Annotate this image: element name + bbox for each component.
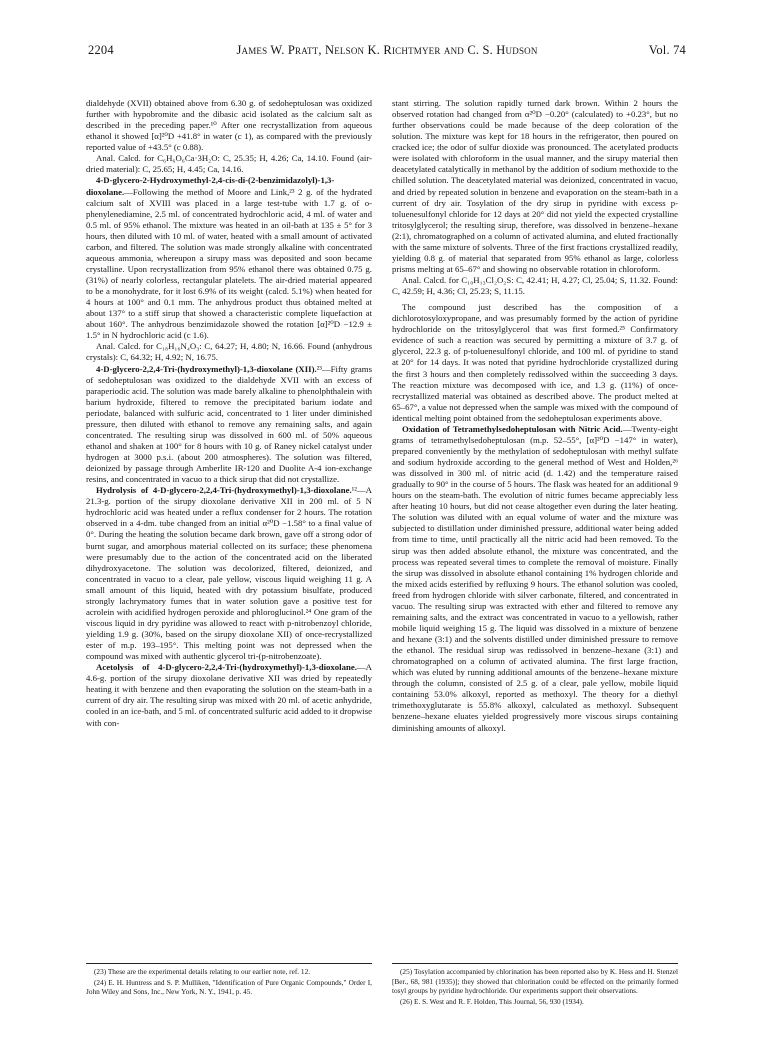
section-body: —Twenty-eight grams of tetramethylsedoheptulosan (m.p. 52–55°, [α]²⁰D −147° in water), prepared conveniently by the methylation of sedoheptulosan with methyl sulfate and sodium hydroxide according to the general method of West and Holden,²⁶ was dissolved in 300 ml. of nitric acid (d. 1.42) and the temperature raised gradually to 90° in the course of 5 hours. The flask was heated for an additional 9 hours on the steam-bath. The evolution of nitric fumes became appreciably less after heating 10 hours, but did not cease altogether even during the later heating. The solution was diluted with an equal volume of water and the mixture was subjected to distillation under diminished pressure, additional water being added from time to time, until practically all the nitric acid had been removed. To the sirup was then added absolute ethanol, the mixture was concentrated, and the process was repeated several times to complete the removal of moisture. Finally the sirup was dissolved in absolute ethanol containing 1% hydrogen chloride and the mixed acids esterified by refluxing 9 hours. The ethanol solution was cooled, freed from hydrogen chloride with silver carbonate, filtered, and concentrated in vacuo. The resulting sirup was extracted with ether and filtered to remove any remaining salts, and the extract was concentrated in vacuo to a yellowish, rather mobile liquid weighing 15 g. The liquid was dissolved in a mixture of benzene and hexane (3:1) and the solvents distilled under diminished pressure to remove the ethanol. The residual sirup was redissolved in benzene–hexane (3:1) and chromatographed on a column of activated alumina. The first large fraction, which was eluted by running additional amounts of the benzene–hexane mixture through the column, consisted of 2.5 g. of a clear, pale yellow, mobile liquid containing 53.0% alkoxyl, reported as methoxyl. The theory for a diethyl trimethoxyglutarate is 55.8% alkoxyl, calculated as methoxyl. Subsequent benzene–hexane eluates yielded progressively more viscous sirups containing diminishing amounts of alkoxyl. <box>392 423 678 733</box>
section-paragraph <box>86 175 372 341</box>
section-body: —Following the method of Moore and Link,²³ 2 g. of the hydrated calcium salt of XVIII was placed in a large test-tube with 1.7 g. of o-phenylenediamine, 2.5 ml. of concentrated hydrochloric acid, 4 ml. of water and 0.5 ml. of 95% ethanol. The mixture was heated in an oil-bath at 135 ± 5° for 3 hours, then diluted with 10 ml. of water, heated with a small amount of activated carbon, and filtered. The solution was made strongly alkaline with concentrated aqueous ammonia, whereupon a sirupy mass was deposited and soon became crystalline. Upon recrystallization from 95% ethanol there was obtained 0.75 g. (31%) of nearly colorless, rectangular platelets. The air-dried material appeared to be a monohydrate, for it lost 6.9% of its weight (calcd. 5.1%) when heated for 4 hours at 100° and 0.1 mm. The anhydrous product thus obtained melted at about 137° to a stiff sirup that showed a characteristic complete liquefaction at about 160°. The anhydrous benzimidazole showed the rotation [α]²⁰D −12.9 ± 1.5° in N hydrochloric acid (c 1.6). <box>86 186 372 341</box>
section-paragraph <box>86 364 372 486</box>
footnotes-left <box>86 967 372 998</box>
section-body: ²³—Fifty grams of sedoheptulosan was oxidized to the dialdehyde XVII with an excess of paraperiodic acid. The solution was made barely alkaline to phenolphthalein with barium hydroxide, filtered to remove the precipitated barium iodate and periodate, balanced with sulfuric acid, concentrated to 1 liter under diminished pressure, then diluted with ethanol to remove any remaining salts, and again concentrated. The resulting sirup was dissolved in 600 ml. of 50% aqueous ethanol and shaken at 100° for 8 hours with 10 g. of Raney nickel catalyst under hydrogen at 3000 p.s.i. (about 200 atmospheres). The solution was filtered, deionized by passage through Amberlite IR-120 and Duolite A-4 ion-exchange resins, and concentrated in vacuo to a thick sirup that did not crystallize. <box>86 363 372 485</box>
paragraph: stant stirring. The solution rapidly turned dark brown. Within 2 hours the observed rotation had changed from α²⁰D −0.20° (calculated) to +0.23°, but no further observations could be made because of the deep coloration of the solution. The mixture was kept for 18 hours in the refrigerator, then poured on cracked ice; the odor of sulfur dioxide was pronounced. The acetylated products were isolated with chloroform in the usual manner, and the sirupy material then deacetylated catalytically in methanol by the addition of sodium methoxide to the chilled solution. The deacetylated material was deionized, concentrated in vacuo, and dried by repeated solution in benzene and evaporation on the steam-bath in a current of dry air. Tosylation of the dry sirup in pyridine with excess p-toluenesulfonyl chloride for 12 days at 20° did not yield the expected crystalline tritosylglycerol; the resulting sirup, therefore, was dissolved in benzene–hexane (2:1), chromatographed on a column of activated alumina, and eluted fractionally with the same mixture of solvents. Three of the first fractions crystallized readily, yielding 0.8 g. of material that separated from 95% ethanol as large, colorless prisms melting at 65–67° and showing no observable rotation in chloroform. <box>392 98 678 274</box>
running-header <box>88 43 686 63</box>
left-column <box>86 98 372 729</box>
footnote-rule-right <box>392 963 678 964</box>
page-number: 2204 <box>88 43 114 57</box>
right-column <box>392 98 678 734</box>
section-body: —A 4.6-g. portion of the sirupy dioxolane derivative XII was dried by repeatedly heating it with benzene and then evaporating the solution on the steam-bath in a current of dry air. The resulting sirup was mixed with 20 ml. of acetic anhydride, cooled in an ice-bath, and 5 ml. of concentrated sulfuric acid added to it dropwise with con- <box>86 662 372 728</box>
section-heading: Acetolysis of 4-D-glycero-2,2,4-Tri-(hydroxymethyl)-1,3-dioxolane. <box>96 662 357 673</box>
section-paragraph <box>86 662 372 728</box>
section-heading: Oxidation of Tetramethylsedoheptulosan with Nitric Acid. <box>402 423 623 434</box>
footnote: (26) E. S. West and R. F. Holden, This Journal, 56, 930 (1934). <box>400 996 584 1006</box>
section-body: ¹²—A 21.3-g. portion of the sirupy dioxolane derivative XII in 200 ml. of 5 N hydrochloric acid was heated under a reflux condenser for 2 hours. The rotation observed in a 4-dm. tube changed from an initial α²⁰D −1.58° to a final value of 0°. During the heating the solution became dark brown, gave off a strong odor of burnt sugar, and amorphous material collected on its surface; these phenomena were presumably due to the action of the concentrated acid on the liberated dihydroxyacetone. The solution was decolorized, filtered, deionized, and concentrated in vacuo to a clear, pale yellow, viscous liquid weighing 11 g. A small amount of this liquid, heated with dry potassium bisulfate, produced strongly lachrymatory fumes that in water solution gave a positive test for acrolein with acidified hydrogen peroxide and phloroglucinol.²⁴ One gram of the viscous liquid in dry pyridine was allowed to react with p-nitrobenzoyl chloride, yielding 1.9 g. (30%, based on the sirupy dioxolane XII) of once-recrystallized ester of m.p. 193–195°. This melting point was not depressed when the compound was mixed with authentic glycerol tri-(p-nitrobenzoate). <box>86 485 372 662</box>
section-heading: 4-D-glycero-2-Hydroxymethyl-2,4-cis-di-(2-benzimidazolyl)-1,3-dioxolane. <box>86 175 335 197</box>
footnote: (24) E. H. Huntress and S. P. Mulliken, "Identification of Pure Organic Compounds," Order I, John Wiley and Sons, Inc., New York, N. Y., 1941, p. 45. <box>86 977 372 997</box>
paragraph: dialdehyde (XVII) obtained above from 6.30 g. of sedoheptulosan was oxidized further with hypobromite and the dibasic acid isolated as the calcium salt as described in the preceding paper.¹⁰ After one recrystallization from aqueous ethanol it showed [α]²⁰D +41.8° in water (c 1), as compared with the previously reported value of +43.5° (c 0.88). <box>86 98 372 153</box>
analysis-paragraph: Anal. Calcd. for C₆H₆O₆Ca·3H₂O: C, 25.35; H, 4.26; Ca, 14.10. Found (air-dried material): C, 25.65; H, 4.45; Ca, 14.16. <box>86 153 372 175</box>
footnote-rule-left <box>86 963 372 964</box>
section-paragraph <box>392 424 678 734</box>
section-heading: Hydrolysis of 4-D-glycero-2,2,4-Tri-(hydroxymethyl)-1,3-dioxolane. <box>96 485 352 496</box>
footnotes-right <box>392 967 678 1007</box>
analysis-paragraph: Anal. Calcd. for C₁₈H₁₆N₄O₃: C, 64.27; H, 4.80; N, 16.66. Found (anhydrous crystals): C, 64.32; H, 4.92; N, 16.75. <box>86 341 372 363</box>
footnote: (23) These are the experimental details relating to our earlier note, ref. 12. <box>94 967 311 976</box>
footnote: (25) Tosylation accompanied by chlorination has been reported also by K. Hess and H. Stenzel [Ber., 68, 981 (1935)]; they showed that chlorination could be effected on the primarily formed tosyl groups by pyridine hydrochloride. Our experiments support their observations. <box>392 967 678 996</box>
section-paragraph <box>86 485 372 662</box>
volume-label: Vol. 74 <box>648 43 686 57</box>
paragraph: The compound just described has the composition of a dichlorotosyloxypropane, and was presumably formed by the action of pyridine hydrochloride on the tritosylglycerol that was first formed.²⁵ Confirmatory evidence of such a reaction was secured by permitting a mixture of 3.7 g. of glycerol, 22.3 g. of p-toluenesulfonyl chloride, and 100 ml. of pyridine to stand at 20° for 14 days. It was noted that pyridine hydrochloride crystallized during the first 3 hours and then completely redissolved within the succeeding 3 days. The reaction mixture was decomposed with ice, and 1.3 g. (11%) of once-recrystallized material was obtained as described above. The product melted at 65–67°, a value not depressed when the sample was mixed with the compound of identical melting point obtained from the sedoheptulosan experiments above. <box>392 302 678 423</box>
section-heading: 4-D-glycero-2,2,4-Tri-(hydroxymethyl)-1,3-dioxolane (XII). <box>96 363 317 374</box>
analysis-paragraph: Anal. Calcd. for C₁₀H₁₃Cl₂O₂S: C, 42.41; H, 4.27; Cl, 25.04; S, 11.32. Found: C, 42.59; H, 4.36; Cl, 25.23; S, 11.15. <box>392 275 678 297</box>
authors-line: James W. Pratt, Nelson K. Richtmyer and C. S. Hudson <box>236 43 538 57</box>
